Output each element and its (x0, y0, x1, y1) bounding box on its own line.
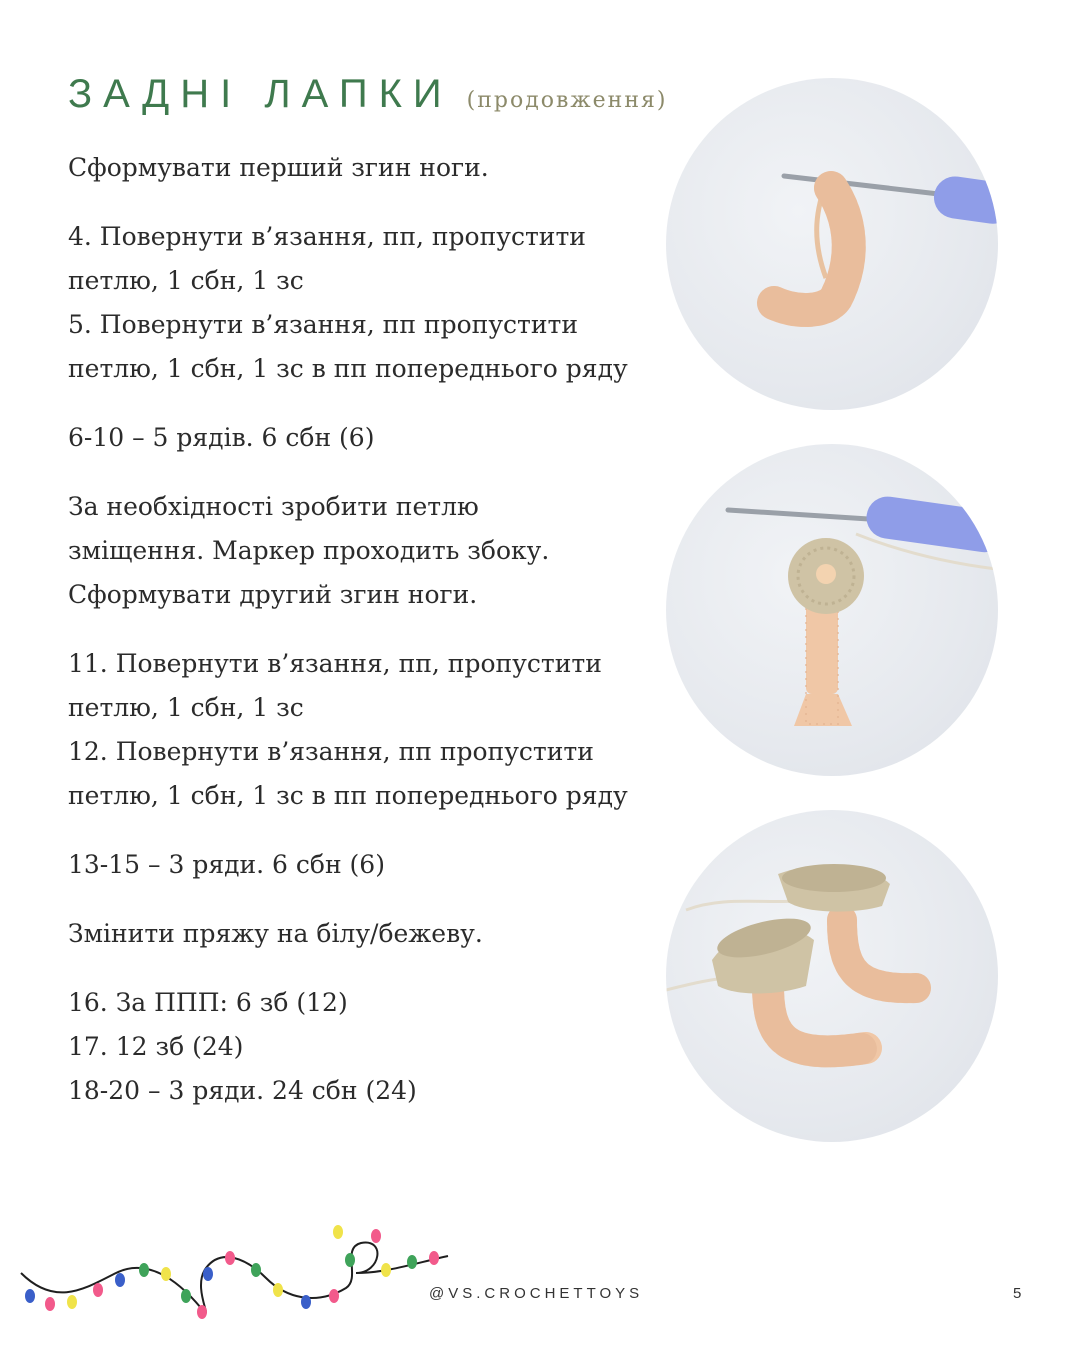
social-handle: @VS.CROCHETTOYS (429, 1285, 644, 1302)
instruction-line: Змінити пряжу на білу/бежеву. (68, 919, 483, 948)
photo-leg-second-bend-illustration (666, 444, 998, 776)
page-subtitle: (продовження) (466, 88, 668, 113)
instruction-line: 6-10 – 5 рядів. 6 сбн (6) (68, 423, 375, 452)
instruction-line: 4. Повернути в’язання, пп, пропустити (68, 222, 586, 251)
instruction-line: 17. 12 зб (24) (68, 1032, 244, 1061)
instruction-line: За необхідності зробити петлю (68, 492, 479, 521)
instruction-line: петлю, 1 сбн, 1 зс в пп попереднього ряду (68, 781, 628, 810)
instruction-line: 12. Повернути в’язання, пп пропустити (68, 737, 594, 766)
instruction-line: 13-15 – 3 ряди. 6 сбн (6) (68, 850, 385, 879)
instruction-line: Сформувати перший згин ноги. (68, 153, 489, 182)
photo-leg-first-bend-illustration (666, 78, 998, 410)
instruction-block (68, 146, 668, 190)
page-title: ЗАДНІ ЛАПКИ (68, 72, 453, 116)
instruction-line: зміщення. Маркер проходить збоку. (68, 536, 550, 565)
instruction-line: Сформувати другий згин ноги. (68, 580, 478, 609)
instruction-block (68, 416, 668, 460)
instruction-line: 5. Повернути в’язання, пп пропустити (68, 310, 579, 339)
instruction-line: 18-20 – 3 ряди. 24 сбн (24) (68, 1076, 417, 1105)
instruction-line: 16. За ППП: 6 зб (12) (68, 988, 348, 1017)
string-lights-decoration (16, 1218, 456, 1330)
photo-leg-second-bend (666, 444, 998, 776)
photo-finished-back-paws (666, 810, 998, 1142)
instruction-line: петлю, 1 сбн, 1 зс (68, 693, 304, 722)
instruction-block (68, 642, 668, 818)
instruction-block (68, 912, 668, 956)
page-number: 5 (1013, 1285, 1022, 1302)
header (68, 72, 667, 117)
instruction-block (68, 843, 668, 887)
instruction-block (68, 981, 668, 1113)
photo-finished-back-paws-illustration (666, 810, 998, 1142)
instruction-line: 11. Повернути в’язання, пп, пропустити (68, 649, 602, 678)
instructions (68, 146, 668, 1138)
instruction-line: петлю, 1 сбн, 1 зс (68, 266, 304, 295)
instruction-line: петлю, 1 сбн, 1 зс в пп попереднього ряду (68, 354, 628, 383)
instruction-block (68, 485, 668, 617)
instruction-block (68, 215, 668, 391)
photo-leg-first-bend (666, 78, 998, 410)
